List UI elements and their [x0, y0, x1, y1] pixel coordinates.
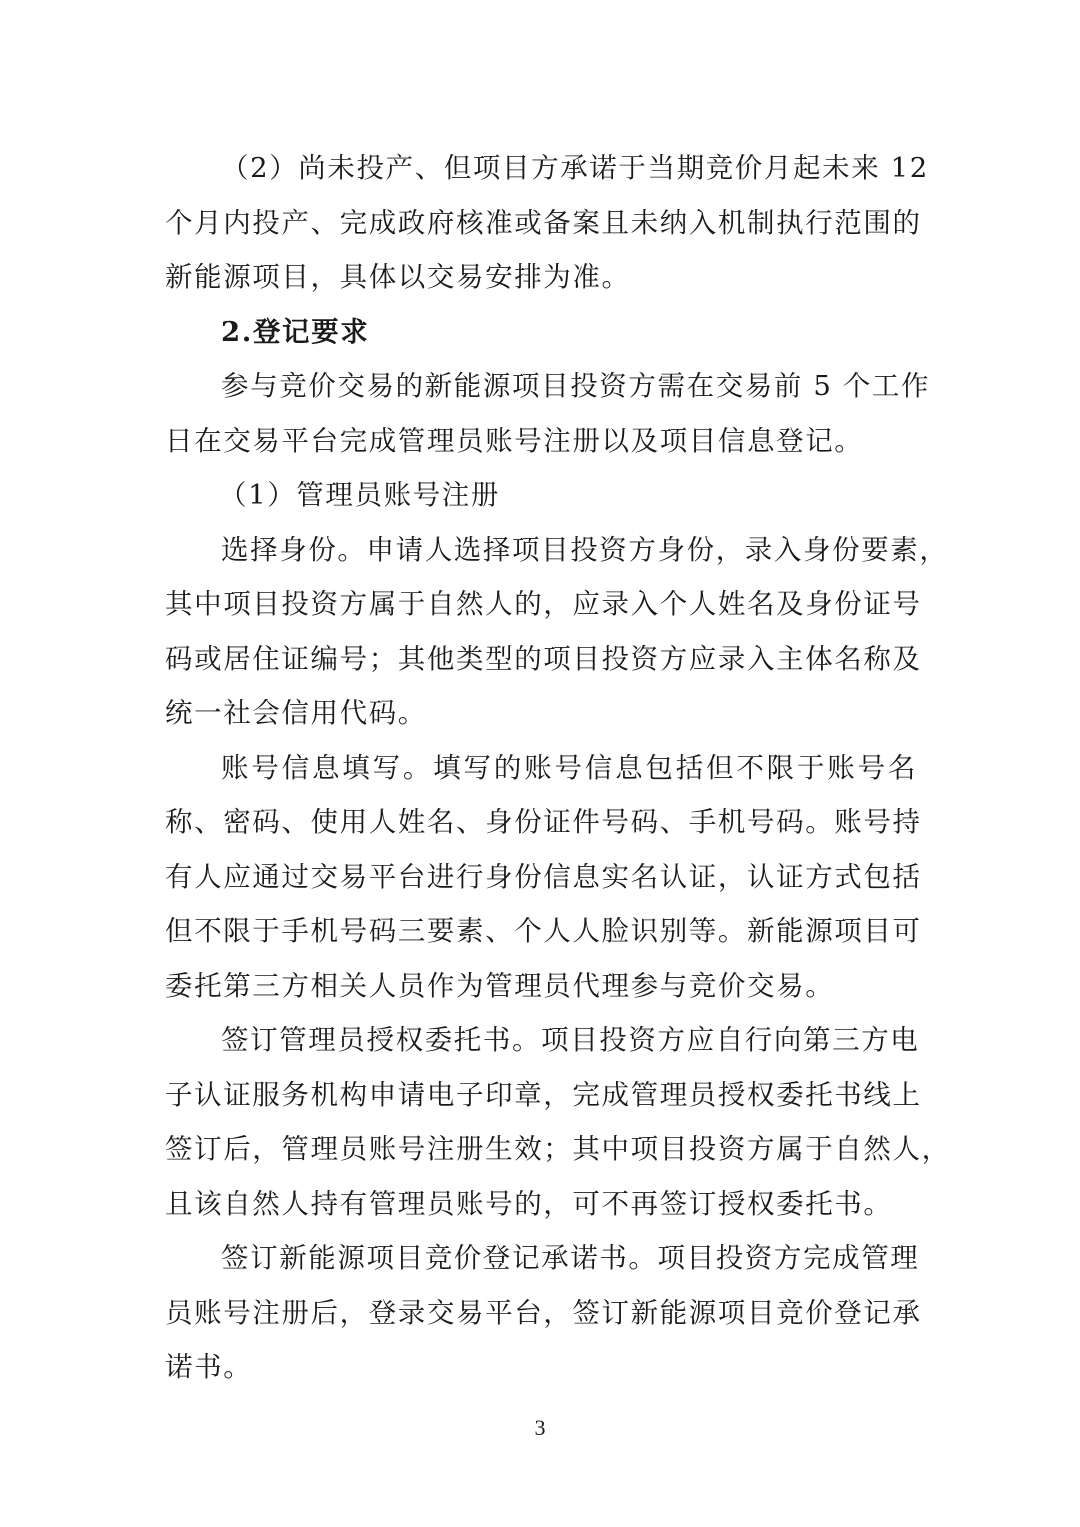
paragraph-account-info — [165, 741, 922, 1014]
text-line: 签订管理员授权委托书。项目投资方应自行向第三方电 — [221, 1024, 920, 1056]
text-line: 统一社会信用代码。 — [165, 697, 427, 729]
text-line: （2）尚未投产、但项目方承诺于当期竞价月起未来 12 — [221, 152, 929, 184]
text-line: 且该自然人持有管理员账号的，可不再签订授权委托书。 — [165, 1187, 893, 1220]
paragraph-select-identity — [165, 523, 949, 741]
text-line: 子认证服务机构申请电子印章，完成管理员授权委托书线上 — [165, 1078, 922, 1111]
text-line: 其中项目投资方属于自然人的，应录入个人姓名及身份证号 — [165, 588, 922, 620]
subheading-text: （1）管理员账号注册 — [219, 479, 500, 511]
text-line: 有人应通过交易平台进行身份信息实名认证，认证方式包括 — [165, 860, 922, 893]
paragraph-registration-intro — [165, 359, 931, 468]
text-line: 选择身份。申请人选择项目投资方身份，录入身份要素， — [221, 533, 949, 566]
text-line: 委托第三方相关人员作为管理员代理参与竞价交易。 — [165, 969, 835, 1002]
text-line: 码或居住证编号；其他类型的项目投资方应录入主体名称及 — [165, 642, 922, 675]
section-heading — [165, 305, 917, 360]
text-line: 账号信息填写。填写的账号信息包括但不限于账号名 — [221, 751, 917, 784]
heading-text: 2.登记要求 — [221, 315, 370, 348]
paragraph-commitment-letter — [165, 1231, 922, 1395]
text-line: 签订新能源项目竞价登记承诺书。项目投资方完成管理 — [221, 1242, 920, 1274]
page-number: 3 — [534, 1415, 546, 1440]
text-line: 称、密码、使用人姓名、身份证件号码、手机号码。账号持 — [165, 806, 922, 838]
text-line: 新能源项目，具体以交易安排为准。 — [165, 261, 631, 293]
text-line: 日在交易平台完成管理员账号注册以及项目信息登记。 — [165, 424, 864, 457]
text-line: 参与竞价交易的新能源项目投资方需在交易前 5 个工作 — [221, 370, 931, 402]
paragraph-item-2 — [165, 141, 929, 305]
text-line: 员账号注册后，登录交易平台，签订新能源项目竞价登记承 — [165, 1296, 922, 1329]
paragraph-authorization-letter — [165, 1013, 951, 1231]
text-line: 但不限于手机号码三要素、个人人脸识别等。新能源项目可 — [165, 915, 922, 947]
text-line: 签订后，管理员账号注册生效；其中项目投资方属于自然人， — [165, 1133, 951, 1165]
text-line: 个月内投产、完成政府核准或备案且未纳入机制执行范围的 — [165, 206, 922, 239]
subsection-heading — [165, 468, 917, 523]
text-line: 诺书。 — [165, 1351, 253, 1383]
document-page — [165, 141, 951, 1395]
